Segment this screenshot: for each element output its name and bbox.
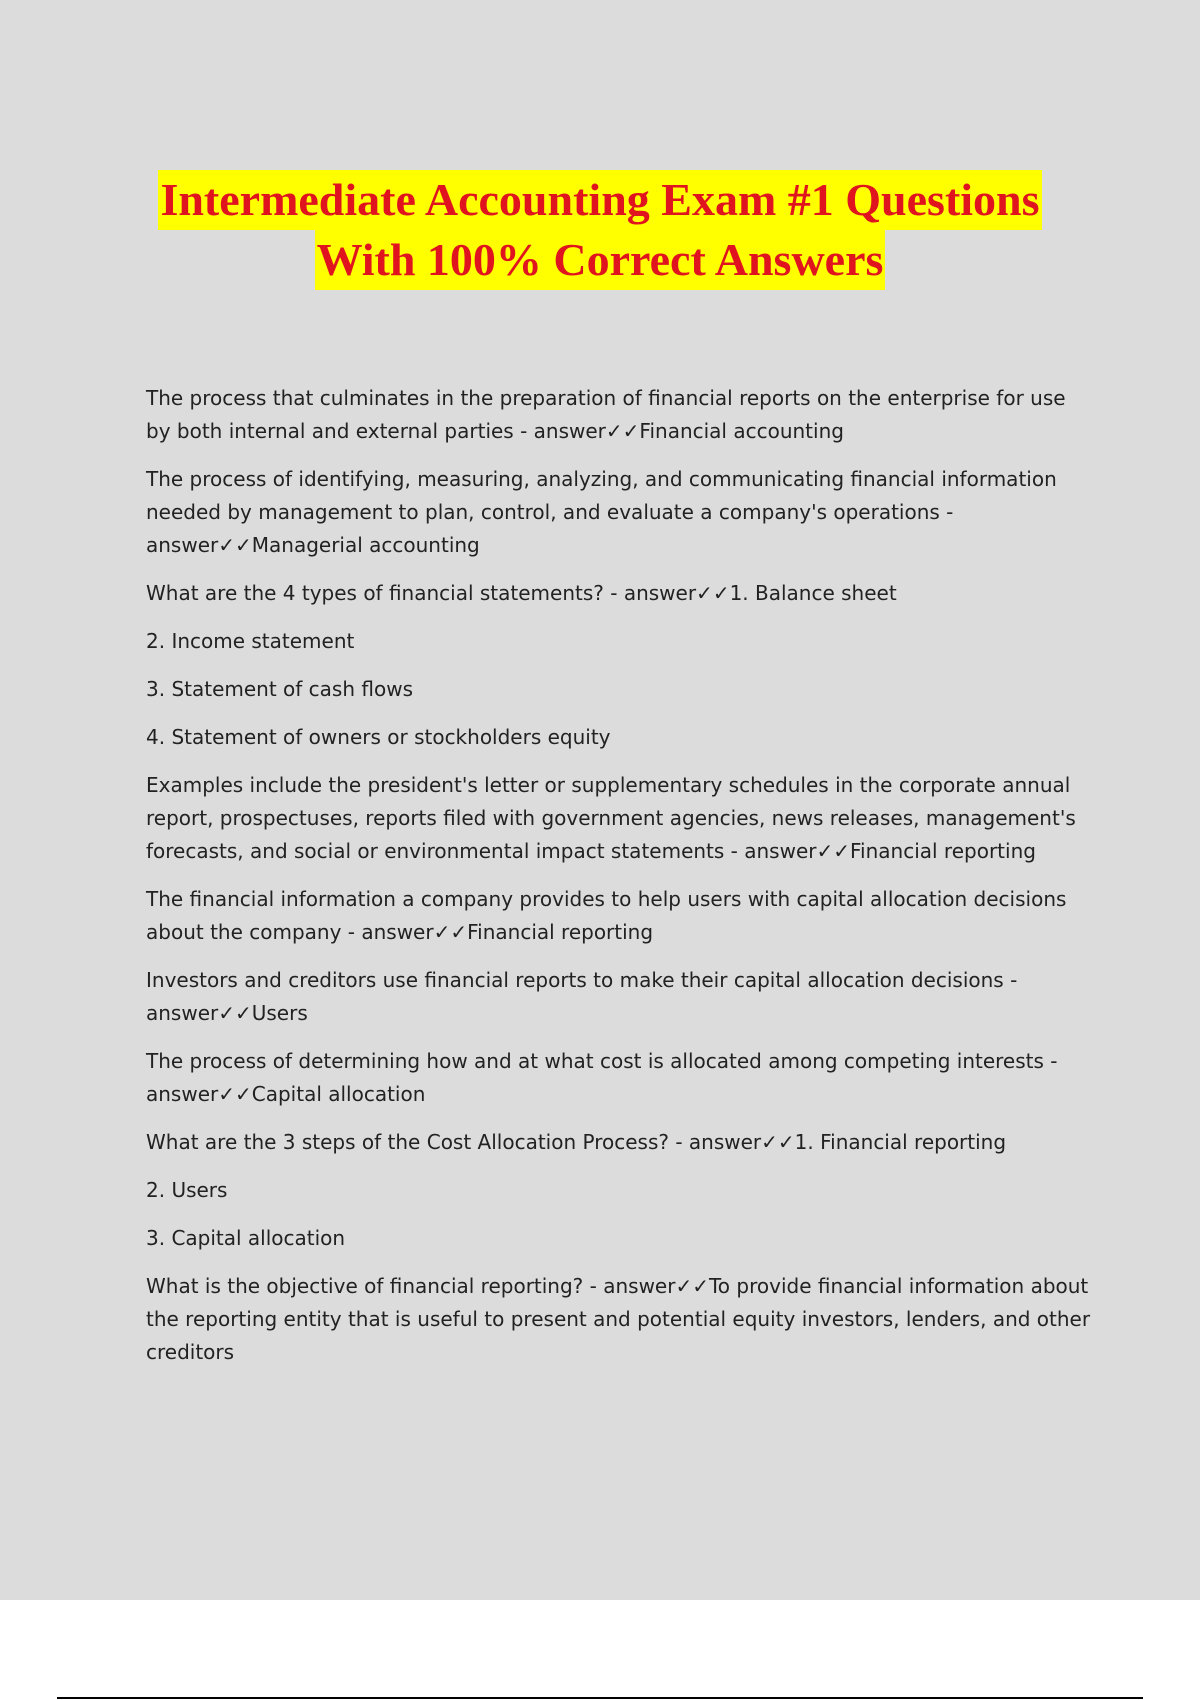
qa-paragraph: Examples include the president's letter or supplementary schedules in the corporate annual report, prospectuses, reports filed with government agencies, news releases, management's forecasts, and social or environmental impact statements - answer✓✓Financial reporting	[146, 773, 1076, 863]
qa-list-item: 3. Statement of cash flows	[146, 677, 413, 701]
qa-paragraph: What are the 4 types of financial statements? - answer✓✓1. Balance sheet	[146, 581, 897, 605]
qa-paragraph: The process of determining how and at what cost is allocated among competing interests - answer✓✓Capital allocation	[146, 1049, 1058, 1106]
qa-list-item: 2. Income statement	[146, 629, 355, 653]
title-line-1: Intermediate Accounting Exam #1 Questions	[158, 170, 1041, 230]
qa-paragraph: What are the 3 steps of the Cost Allocation Process? - answer✓✓1. Financial reporting	[146, 1130, 1007, 1154]
qa-paragraph: What is the objective of financial reporting? - answer✓✓To provide financial information about the reporting entity that is useful to present and potential equity investors, lenders, and other creditors	[146, 1274, 1091, 1364]
footer-divider	[57, 1697, 1143, 1699]
qa-list-item: 4. Statement of owners or stockholders equity	[146, 725, 611, 749]
qa-paragraph: The financial information a company provides to help users with capital allocation decisions about the company - answer✓✓Financial reporting	[146, 887, 1067, 944]
title-line-2: With 100% Correct Answers	[315, 230, 886, 290]
qa-paragraph: The process of identifying, measuring, analyzing, and communicating financial information needed by management to plan, control, and evaluate a company's operations - answer✓✓Managerial accounting	[146, 467, 1057, 557]
document-body	[146, 382, 1091, 1384]
qa-list-item: 2. Users	[146, 1178, 228, 1202]
qa-list-item: 3. Capital allocation	[146, 1226, 346, 1250]
qa-paragraph: Investors and creditors use financial reports to make their capital allocation decisions - answer✓✓Users	[146, 968, 1018, 1025]
qa-paragraph: The process that culminates in the preparation of financial reports on the enterprise for use by both internal and external parties - answer✓✓Financial accounting	[146, 386, 1066, 443]
document-title	[0, 170, 1200, 290]
